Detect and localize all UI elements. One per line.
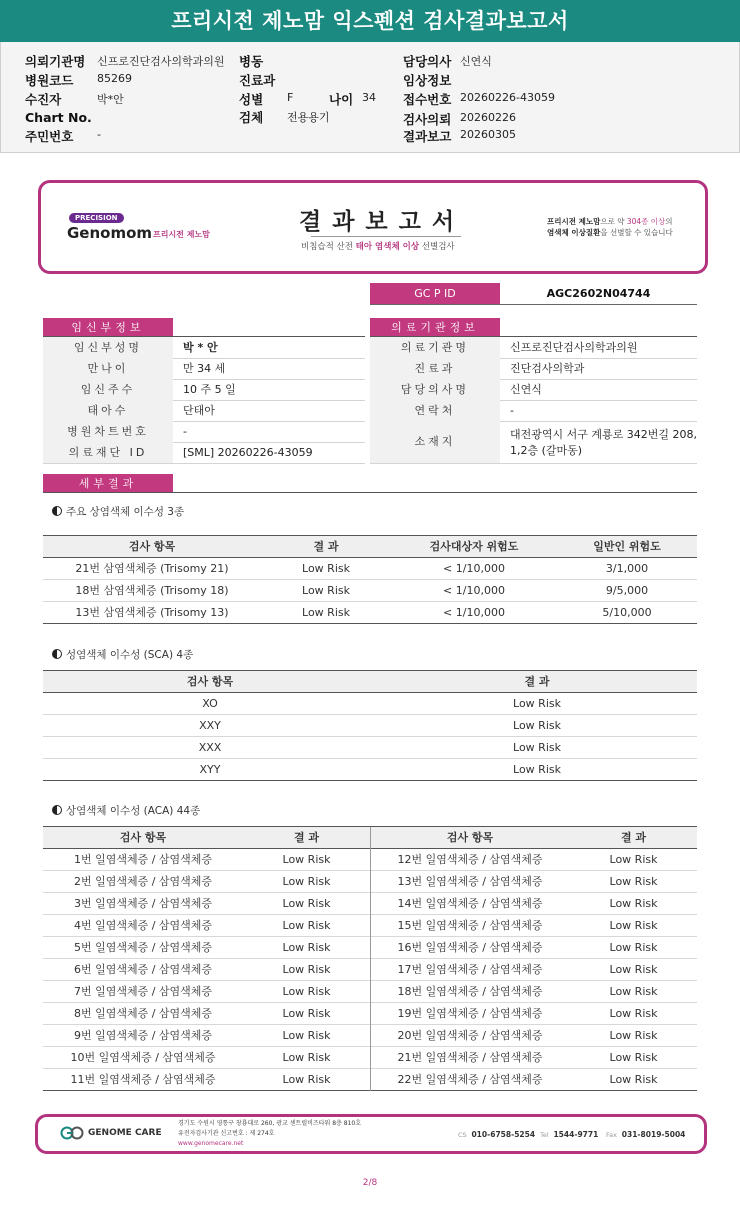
table-row [43, 580, 697, 602]
table-cell: Low Risk [282, 897, 331, 910]
table-cell: 21번 일염색체증 / 삼염색체증 [397, 1051, 543, 1064]
major-table [43, 535, 697, 624]
table-cell: 20번 일염색체증 / 삼염색체증 [397, 1029, 543, 1042]
tagline-text: 의 [665, 217, 673, 226]
table-cell: Low Risk [282, 1051, 331, 1064]
header-label: 의뢰기관명 [25, 54, 86, 69]
table-row [43, 558, 697, 580]
table-cell: XXX [198, 741, 222, 754]
table-cell: 21번 삼염색체증 (Trisomy 21) [75, 562, 229, 575]
footer [35, 1114, 707, 1154]
table-cell: 9번 일염색체증 / 삼염색체증 [73, 1029, 213, 1042]
col-header: 결 과 [620, 831, 647, 844]
info-key: 담당의사명 [370, 379, 500, 400]
table-cell: Low Risk [513, 719, 561, 732]
info-value: 단태아 [183, 404, 215, 417]
info-key: 만나이 [43, 358, 173, 379]
header-value: 34 [362, 91, 376, 104]
table-cell: Low Risk [282, 963, 331, 976]
table-cell: Low Risk [609, 853, 658, 866]
header-label: 성별 [239, 92, 264, 107]
table-row [43, 715, 697, 737]
table-cell: Low Risk [282, 853, 331, 866]
header-value: F [287, 91, 294, 104]
section-line [43, 492, 697, 493]
address-line: 경기도 수원시 영통구 창룡대로 260, 광교 센트럴비즈타워 8층 810호 [178, 1120, 361, 1127]
header-label: 검사의뢰 [403, 112, 452, 127]
half-circle-icon [52, 805, 62, 815]
banner-subtitle-pre: 비침습적 산전 [301, 242, 356, 252]
header-label: Chart No. [25, 110, 92, 125]
tagline-highlight: 304종 이상 [626, 217, 666, 226]
table-cell: Low Risk [282, 1007, 331, 1020]
info-key: 의료기관명 [370, 337, 500, 358]
location-key: 소재지 [370, 421, 500, 463]
header-label: 나이 [329, 92, 354, 107]
table-cell: XXY [199, 719, 221, 732]
table-cell: Low Risk [302, 584, 350, 597]
table-cell: Low Risk [513, 697, 561, 710]
table-cell: XYY [199, 763, 221, 776]
genomom-logo-sub: 프리시전 제노맘 [153, 230, 210, 239]
info-value: 신프로진단검사의학과의원 [510, 341, 638, 354]
info-value: 박 * 안 [183, 341, 218, 354]
half-circle-icon [52, 506, 62, 516]
info-value: - [510, 404, 514, 417]
info-row [43, 400, 365, 422]
table-row [43, 737, 697, 759]
info-key: 의료재단 ID [43, 442, 173, 463]
report-banner [38, 180, 708, 274]
info-row [43, 442, 365, 464]
cs-label: CS [458, 1131, 467, 1139]
table-cell: 14번 일염색체증 / 삼염색체증 [397, 897, 543, 910]
info-row [370, 400, 697, 422]
sca-table [43, 670, 697, 781]
table-cell: 5/10,000 [602, 606, 652, 619]
header-value: - [97, 128, 101, 141]
table-header [43, 536, 697, 558]
table-header [43, 671, 697, 693]
table-cell: Low Risk [609, 1051, 658, 1064]
location-line: 대전광역시 서구 계룡로 342번길 208, [510, 428, 697, 441]
aca-table [43, 826, 697, 1091]
header-label: 수진자 [25, 92, 62, 107]
table-cell: 9/5,000 [605, 584, 649, 597]
table-cell: Low Risk [609, 897, 658, 910]
col-header: 검사 항목 [446, 831, 494, 844]
header-label: 병동 [239, 54, 264, 69]
table-cell: Low Risk [609, 875, 658, 888]
fax-label: Fax [606, 1131, 617, 1139]
table-row [43, 602, 697, 624]
gcp-id-value: AGC2602N04744 [546, 287, 651, 300]
col-header: 일반인 위험도 [593, 540, 661, 553]
info-row [370, 337, 697, 359]
table-cell: < 1/10,000 [443, 562, 505, 575]
table-cell: 7번 일염색체증 / 삼염색체증 [73, 985, 213, 998]
header-label: 임상정보 [403, 73, 452, 88]
col-header: 검사 항목 [119, 831, 167, 844]
table-cell: Low Risk [609, 919, 658, 932]
table-cell: Low Risk [513, 763, 561, 776]
info-row [43, 421, 365, 443]
website-link[interactable]: www.genomecare.net [178, 1140, 244, 1147]
table-cell: XO [202, 697, 218, 710]
info-row [43, 337, 365, 359]
pregnant-info-tag: 임신부정보 [43, 318, 173, 337]
banner-tagline [547, 216, 673, 238]
cs-number: 010-6758-5254 [471, 1130, 536, 1139]
half-circle-icon [52, 649, 62, 659]
info-key: 임신주수 [43, 379, 173, 400]
report-title: 프리시전 제노맘 익스펜션 검사결과보고서 [0, 0, 740, 42]
header-value: 20260305 [460, 128, 516, 141]
table-cell: 1번 일염색체증 / 삼염색체증 [73, 853, 213, 866]
info-row [370, 358, 697, 380]
info-value: [SML] 20260226-43059 [183, 446, 313, 459]
info-key: 태아수 [43, 400, 173, 421]
sca-subheading [52, 647, 193, 662]
col-header: 결 과 [524, 675, 550, 688]
precision-badge: PRECISION [69, 213, 124, 223]
header-value: 전용용기 [287, 111, 330, 124]
aca-subheading [52, 803, 200, 818]
table-cell: Low Risk [282, 1073, 331, 1086]
table-cell: 15번 일염색체증 / 삼염색체증 [397, 919, 543, 932]
tel-label: Tel [540, 1131, 549, 1139]
info-key: 진료과 [370, 358, 500, 379]
table-cell: 16번 일염색체증 / 삼염색체증 [397, 941, 543, 954]
tagline-bold: 염색체 이상질환 [547, 228, 601, 237]
table-cell: 18번 일염색체증 / 삼염색체증 [397, 985, 543, 998]
major-subheading [52, 504, 184, 519]
header-value: 20260226-43059 [460, 91, 555, 104]
header-value: 20260226 [460, 111, 516, 124]
banner-title: 결과보고서 [299, 209, 466, 235]
detail-results-tag: 세부결과 [43, 474, 173, 493]
table-cell: Low Risk [302, 606, 350, 619]
info-value: 만 34 세 [183, 362, 226, 375]
fax-number: 031-8019-5004 [621, 1130, 686, 1139]
major-title: 주요 상염색체 이수성 3종 [66, 506, 185, 518]
table-cell: Low Risk [282, 985, 331, 998]
col-header: 검사 항목 [128, 540, 176, 553]
tel-phone [540, 1130, 598, 1139]
table-cell: Low Risk [282, 919, 331, 932]
header-value: 신연식 [460, 55, 492, 68]
info-key: 병원차트번호 [43, 421, 173, 442]
table-cell: 19번 일염색체증 / 삼염색체증 [397, 1007, 543, 1020]
row-line [370, 463, 697, 464]
col-header: 결 과 [313, 540, 339, 553]
table-cell: 10번 일염색체증 / 삼염색체증 [70, 1051, 216, 1064]
table-cell: Low Risk [609, 963, 658, 976]
table-cell: 12번 일염색체증 / 삼염색체증 [397, 853, 543, 866]
info-row [43, 358, 365, 380]
col-header: 결 과 [293, 831, 320, 844]
banner-subtitle-highlight: 태아 염색체 이상 [355, 242, 420, 252]
sca-title: 성염색체 이수성 (SCA) 4종 [66, 649, 194, 661]
table-cell: 17번 일염색체증 / 삼염색체증 [397, 963, 543, 976]
table-cell: 13번 삼염색체증 (Trisomy 13) [75, 606, 229, 619]
table-cell: 8번 일염색체증 / 삼염색체증 [73, 1007, 213, 1020]
header-value: 박*안 [97, 93, 124, 106]
location-line: 1,2층 (갈마동) [510, 444, 583, 457]
table-cell: Low Risk [609, 941, 658, 954]
tagline-text: 을 선별할 수 있습니다 [600, 228, 673, 237]
table-cell: Low Risk [609, 1073, 658, 1086]
table-cell: Low Risk [609, 985, 658, 998]
table-cell: 11번 일염색체증 / 삼염색체증 [70, 1073, 216, 1086]
license-line: 유전자검사기관 신고번호 : 제 274호 [178, 1130, 275, 1137]
info-row [43, 379, 365, 401]
request-header [0, 42, 740, 153]
table-cell: Low Risk [609, 1029, 658, 1042]
table-cell: < 1/10,000 [443, 584, 505, 597]
gcp-id-label: GC P ID [370, 283, 500, 304]
tagline-text: 으로 약 [600, 217, 627, 226]
table-cell: 2번 일염색체증 / 삼염색체증 [73, 875, 213, 888]
info-value: 10 주 5 일 [183, 383, 236, 396]
tagline-bold: 프리시전 제노맘 [547, 217, 601, 226]
info-row [370, 379, 697, 401]
table-cell: 22번 일염색체증 / 삼염색체증 [397, 1073, 543, 1086]
col-header: 검사대상자 위험도 [429, 540, 519, 553]
column-divider [370, 827, 371, 1091]
info-value: - [183, 425, 187, 438]
header-label: 병원코드 [25, 73, 74, 88]
table-cell: Low Risk [282, 1029, 331, 1042]
banner-divider [311, 236, 461, 237]
genomom-logo: Genomom [67, 224, 153, 242]
institution-info-tag: 의료기관정보 [370, 318, 500, 337]
info-value: 진단검사의학과 [510, 362, 585, 375]
table-row [43, 759, 697, 781]
header-label: 결과보고 [403, 129, 452, 144]
table-cell: 3/1,000 [605, 562, 649, 575]
info-key: 연락처 [370, 400, 500, 421]
table-cell: 5번 일염색체증 / 삼염색체증 [73, 941, 213, 954]
table-cell: 18번 삼염색체증 (Trisomy 18) [75, 584, 229, 597]
footer-address [178, 1119, 361, 1149]
cs-phone [458, 1130, 535, 1139]
table-cell: Low Risk [609, 1007, 658, 1020]
table-cell: < 1/10,000 [443, 606, 505, 619]
table-cell: 6번 일염색체증 / 삼염색체증 [73, 963, 213, 976]
header-label: 접수번호 [403, 92, 452, 107]
table-cell: Low Risk [513, 741, 561, 754]
header-label: 담당의사 [403, 54, 452, 69]
info-value: 신연식 [510, 383, 542, 396]
banner-subtitle-post: 선별검사 [419, 242, 455, 252]
banner-subtitle [301, 240, 455, 252]
header-label: 진료과 [239, 73, 276, 88]
header-value: 85269 [97, 72, 132, 85]
location-value [510, 427, 697, 459]
genome-care-name: GENOME CARE [88, 1128, 162, 1138]
page-number: 2/8 [362, 1178, 378, 1188]
header-label: 검체 [239, 110, 264, 125]
table-cell: 3번 일염색체증 / 삼염색체증 [73, 897, 213, 910]
genome-care-logo-icon [60, 1126, 86, 1140]
tel-number: 1544-9771 [553, 1130, 599, 1139]
col-header: 검사 항목 [186, 675, 234, 688]
table-cell: Low Risk [282, 875, 331, 888]
table-cell: 13번 일염색체증 / 삼염색체증 [397, 875, 543, 888]
info-key: 임신부성명 [43, 337, 173, 358]
table-row [43, 693, 697, 715]
table-cell: 4번 일염색체증 / 삼염색체증 [73, 919, 213, 932]
header-label: 주민번호 [25, 129, 74, 144]
aca-title: 상염색체 이수성 (ACA) 44종 [66, 805, 201, 817]
gcp-id-row [370, 283, 697, 305]
header-value: 신프로진단검사의학과의원 [97, 55, 225, 68]
fax-phone [606, 1130, 685, 1139]
table-cell: Low Risk [282, 941, 331, 954]
table-cell: Low Risk [302, 562, 350, 575]
